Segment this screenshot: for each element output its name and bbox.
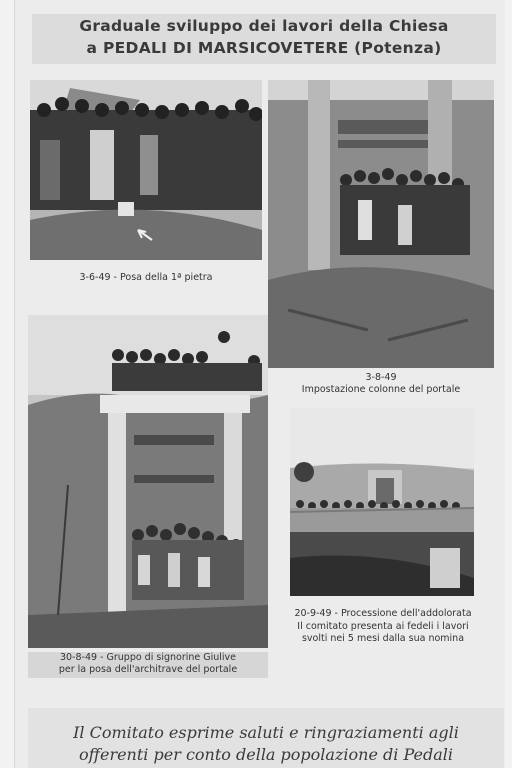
photo-portal-columns [268, 80, 494, 368]
caption-first-stone [30, 272, 262, 284]
caption-first-stone-text: 3-6-49 - Posa della 1ª pietra [79, 272, 213, 283]
caption-architrave-group [28, 652, 268, 678]
footer-dedication [28, 708, 504, 768]
photo-procession-image [290, 408, 474, 596]
caption-procession-line-3: svolti nei 5 mesi dalla sua nomina [301, 633, 465, 644]
photo-first-stone-image [30, 80, 262, 260]
photo-procession [290, 408, 474, 596]
title-line-2: a PEDALI DI MARSICOVETERE (Potenza) [86, 39, 442, 57]
caption-procession-line-2: Il comitato presenta ai fedeli i lavori [297, 620, 469, 632]
header-banner [32, 14, 496, 64]
photo-portal-columns-image [268, 80, 494, 368]
photo-architrave-group [28, 315, 268, 648]
caption-portal-columns [268, 372, 494, 396]
caption-architrave-line-1: 30-8-49 - Gruppo di signorine Giulive [59, 652, 237, 663]
footer-line-2: offerenti per conto della popolazione di Pedali [79, 745, 453, 764]
title-line-1: Graduale sviluppo dei lavori della Chiesa [79, 17, 449, 35]
caption-portal-columns-date: 3-8-49 [365, 372, 397, 383]
photo-first-stone [30, 80, 262, 260]
caption-procession [272, 608, 494, 646]
photo-architrave-group-image [28, 315, 268, 648]
caption-portal-columns-text: Impostazione colonne del portale [301, 384, 461, 395]
caption-architrave-line-2: per la posa dell'architrave del portale [58, 664, 238, 675]
caption-procession-line-1: 20-9-49 - Processione dell'addolorata [294, 608, 472, 619]
footer-line-1: Il Comitato esprime saluti e ringraziamenti agli [73, 723, 459, 742]
